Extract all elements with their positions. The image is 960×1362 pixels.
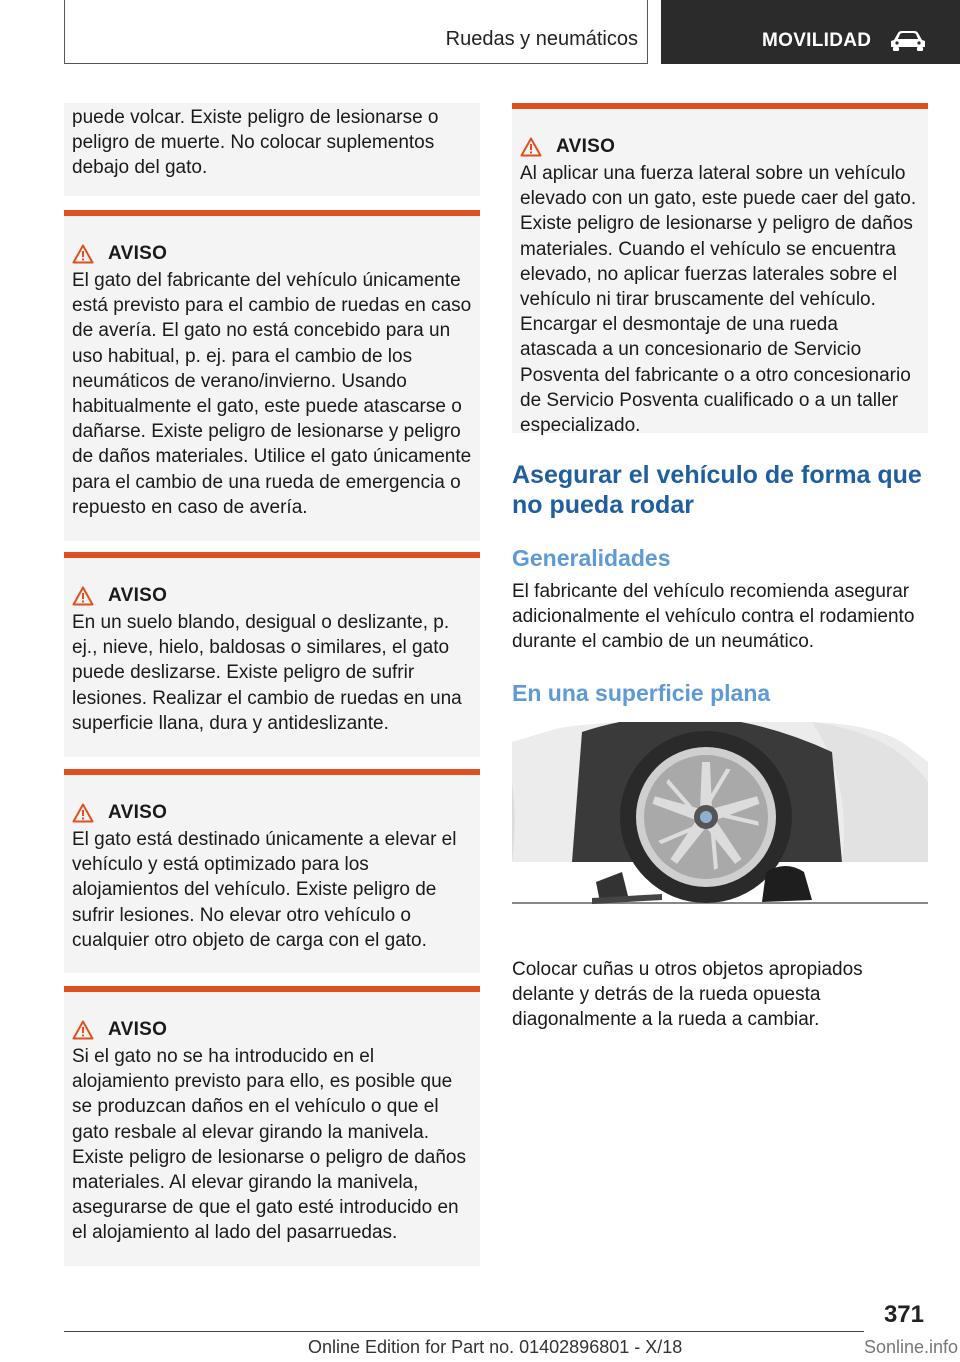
warning-text: Al aplicar una fuerza lateral sobre un vehículo elevado con un gato, este puede caer del gato. Existe peligro de lesionarse y peligro de daños materiales. Cuando el vehículo se encuentra elevado, no aplicar fuerzas laterales sobre el vehículo ni tirar bruscamente del vehículo. Encargar el desmontaje de una rueda atascada a un concesionario de Servicio Posventa del fabricante o a otro concesionario de Servicio Posventa cualificado o a un taller especializado.: [520, 163, 917, 437]
photo-caption: Colocar cuñas u otros objetos apropiados delante y detrás de la rueda opuesta diagonalmente a la rueda a cambiar.: [512, 959, 863, 1031]
warning-text: En un suelo blando, desigual o deslizante, p. ej., nieve, hielo, baldosas o similares, el gato puede deslizarse. Existe peligro de sufrir lesiones. Realizar el cambio de ruedas en una superficie llana, dura y antideslizante.: [72, 612, 462, 734]
car-icon: [889, 30, 927, 57]
section-title: Ruedas y neumáticos: [445, 28, 638, 50]
continued-text: puede volcar. Existe peligro de lesionarse o peligro de muerte. No colocar suplementos debajo del gato.: [72, 107, 439, 179]
continued-notice: [64, 103, 480, 196]
section-heading: Asegurar el vehículo de forma que no pueda rodar: [512, 461, 922, 519]
paragraph-generalidades: El fabricante del vehículo recomienda asegurar adicionalmente el vehículo contra el rodamiento durante el cambio de un neumático.: [512, 581, 915, 653]
warning-header: [72, 583, 472, 608]
chapter-tab: [661, 0, 960, 64]
chapter-tab-label: MOVILIDAD: [762, 30, 872, 51]
warning-box-2: [64, 552, 480, 757]
warning-label: AVISO: [108, 801, 168, 823]
warning-triangle-icon: [72, 1020, 94, 1040]
warning-text: El gato está destinado únicamente a elevar el vehículo y está optimizado para los alojamientos del vehículo. Existe peligro de sufrir lesiones. No elevar otro vehículo o cualquier otro objeto de carga con el gato.: [72, 829, 457, 951]
page-number: 371: [883, 1301, 924, 1328]
warning-box-5: [512, 103, 928, 437]
warning-triangle-icon: [72, 586, 94, 606]
warning-header: [520, 134, 920, 159]
warning-triangle-icon: [72, 244, 94, 264]
warning-box-3: [64, 769, 480, 973]
warning-header: [72, 800, 472, 825]
warning-box-4: [64, 986, 480, 1266]
warning-box-1: [64, 210, 480, 541]
warning-triangle-icon: [72, 803, 94, 823]
warning-text: Si el gato no se ha introducido en el alojamiento previsto para ello, es posible que se produzcan daños en el vehículo o que el gato resbale al elevar girando la manivela. Existe peligro de lesionarse o peligro de daños materiales. Al elevar girando la manivela, asegurarse de que el gato esté introducido en el alojamiento al lado del pasarruedas.: [72, 1046, 466, 1244]
footer-divider: [64, 1331, 864, 1332]
subheading-generalidades: Generalidades: [512, 545, 671, 571]
footer-site-watermark: Sonline.info: [864, 1337, 959, 1357]
warning-triangle-icon: [520, 137, 542, 157]
warning-label: AVISO: [556, 135, 616, 157]
warning-text: El gato del fabricante del vehículo únicamente está previsto para el cambio de ruedas en caso de avería. El gato no está concebido para un uso habitual, p. ej. para el cambio de los neumáticos de verano/invierno. Usando habitualmente el gato, este puede atascarse o dañarse. Existe peligro de lesionarse y peligro de daños materiales. Utilice el gato únicamente para el cambio de una rueda de emergencia o repuesto en caso de avería.: [72, 270, 472, 518]
warning-header: [72, 1017, 472, 1042]
footer-edition: Online Edition for Part no. 01402896801 - X/18: [308, 1337, 683, 1357]
warning-label: AVISO: [108, 1018, 168, 1040]
wheel-chock-photo: [512, 722, 928, 908]
warning-header: [72, 241, 472, 266]
warning-label: AVISO: [108, 584, 168, 606]
warning-label: AVISO: [108, 242, 168, 264]
subheading-superficie-plana: En una superficie plana: [512, 680, 771, 706]
